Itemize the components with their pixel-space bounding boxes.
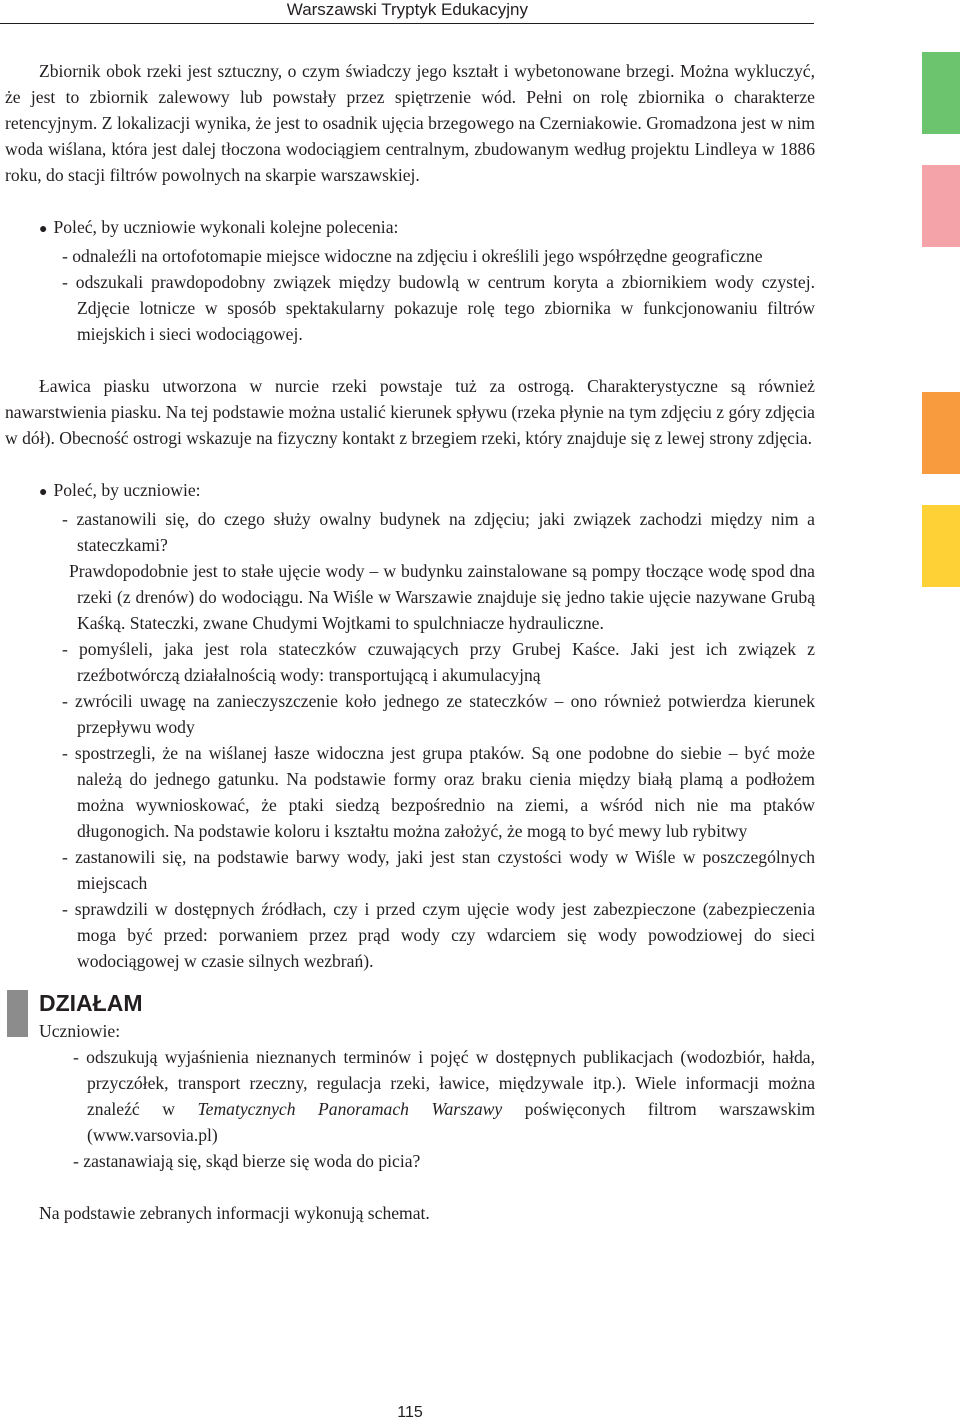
dzialam-item-1-text: - odszukują wyjaśnienia nieznanych terminów i pojęć w dostępnych publikacjach (wodozbiór, hałda, przyczółek, transport rzeczny, regulacja rzeki, ławice, międzywale itp.). Wiele informacji można znaleźć w	[73, 1047, 815, 1119]
section-heading-text: DZIAŁAM	[39, 990, 143, 1016]
task1-lead-text: Poleć, by uczniowie wykonali kolejne polecenia:	[53, 217, 399, 237]
dzialam-item-1	[39, 1044, 815, 1148]
section-marker	[7, 990, 28, 1037]
side-tab-green	[922, 52, 960, 134]
page-body	[5, 58, 815, 1226]
dzialam-subject: Uczniowie:	[39, 1021, 121, 1041]
task2-item-6: - sprawdzili w dostępnych źródłach, czy i przed czym ujęcie wody jest zabezpieczone (zabezpieczenia moga być przed: porwaniem przez prąd wody czy wdarciem się wody powodziowej do sieci wodociągowej w czasie silnych wezbrań).	[62, 899, 815, 971]
side-color-tabs	[922, 0, 960, 1422]
dzialam-item-2: - zastanawiają się, skąd bierze się woda do picia?	[73, 1151, 421, 1171]
task2-item-3: - zwrócili uwagę na zanieczyszczenie koło jednego ze stateczków – ono również potwierdza kierunek przepływu wody	[62, 691, 815, 737]
task1-lead	[5, 214, 815, 243]
bullet-icon: ●	[39, 222, 48, 237]
dzialam-item-1-tail: poświęconych filtrom warszawskim (www.varsovia.pl)	[87, 1099, 816, 1145]
task2-lead	[5, 477, 815, 506]
dzialam-body	[5, 1018, 815, 1226]
task2-item-5: - zastanowili się, na podstawie barwy wody, jaki jest stan czystości wody w Wiśle w poszczególnych miejscach	[62, 847, 815, 893]
side-tab-pink	[922, 165, 960, 247]
task2-item-2: - pomyśleli, jaka jest rola stateczków czuwających przy Grubej Kaśce. Jaki jest ich związek z rzeźbotwórczą działalnością wody: transportującą i akumulacyjną	[62, 639, 815, 685]
task1-item-1: - odnaleźli na ortofotomapie miejsce widoczne na zdjęciu i określili jego współrzędne geograficzne	[62, 246, 763, 266]
task2-item-1-answer: Prawdopodobnie jest to stałe ujęcie wody – w budynku zainstalowane są pompy tłoczące wodę spod dna rzeki (z drenów) do wodociągu. Na Wiśle w Warszawie znajduje się jedno takie ujęcie nazywane Grubą Kaśką. Stateczki, zwane Chudymi Wojtkami to spulchniacze hydrauliczne.	[69, 561, 815, 633]
intro-rest: Można wykluczyć, że jest to zbiornik zalewowy lub powstały przez spiętrzenie wód. Pełni on rolę zbiornika o charakterze retencyjnym. Z lokalizacji wynika, że jest to osadnik ujęcia brzegowego na Czerniakowie. Gromadzona jest w nim woda wiślana, która jest dalej tłoczona wodociągiem centralnym, zbudowanym według projektu Lindleya w 1886 roku, do stacji filtrów powolnych na skarpie warszawskiej.	[5, 61, 815, 185]
running-header	[0, 0, 814, 24]
page-number: 115	[397, 1404, 423, 1421]
side-tab-yellow	[922, 505, 960, 587]
sandbank-paragraph: Ławica piasku utworzona w nurcie rzeki powstaje tuż za ostrogą. Charakterystyczne są również nawarstwienia piasku. Na tej podstawie można ustalić kierunek spływu (rzeka płynie na tym zdjęciu z góry zdjęcia w dół). Obecność ostrogi wskazuje na fizyczny kontakt z brzegiem rzeki, który znajduje się z lewej strony zdjęcia.	[5, 376, 815, 448]
task2-lead-text: Poleć, by uczniowie:	[53, 480, 201, 500]
task2-item-1: - zastanowili się, do czego służy owalny budynek na zdjęciu; jaki związek zachodzi między nim a stateczkami?	[62, 509, 815, 555]
task2-item-4: - spostrzegli, że na wiślanej łasze widoczna jest grupa ptaków. Są one podobne do siebie – być może należą do jednego gatunku. Na podstawie formy oraz braku cienia między białą plamą a podłożem można wywnioskować, że ptaki siedzą bezpośrednio na ziemi, a wśród nich nie ma ptaków długonogich. Na podstawie koloru i kształtu można założyć, że mogą to być mewy lub rybitwy	[62, 743, 815, 841]
intro-paragraph	[5, 58, 815, 188]
dzialam-item-1-title: Tematycznych Panoramach Warszawy	[197, 1099, 503, 1119]
dzialam-closing: Na podstawie zebranych informacji wykonują schemat.	[39, 1203, 430, 1223]
section-heading-dzialam	[5, 988, 815, 1018]
task1-item-2: - odszukali prawdopodobny związek między budowlą w centrum koryta a zbiornikiem wody czystej. Zdjęcie lotnicze w sposób spektakularny pokazuje rolę tego zbiornika w funkcjonowaniu filtrów miejskich i sieci wodociągowej.	[62, 272, 815, 344]
bullet-icon: ●	[39, 485, 48, 500]
side-tab-orange	[922, 392, 960, 474]
running-header-title: Warszawski Tryptyk Edukacyjny	[286, 0, 528, 19]
intro-first-line: Zbiornik obok rzeki jest sztuczny, o czym świadczy jego kształt i wybetonowane brzegi.	[39, 61, 675, 81]
